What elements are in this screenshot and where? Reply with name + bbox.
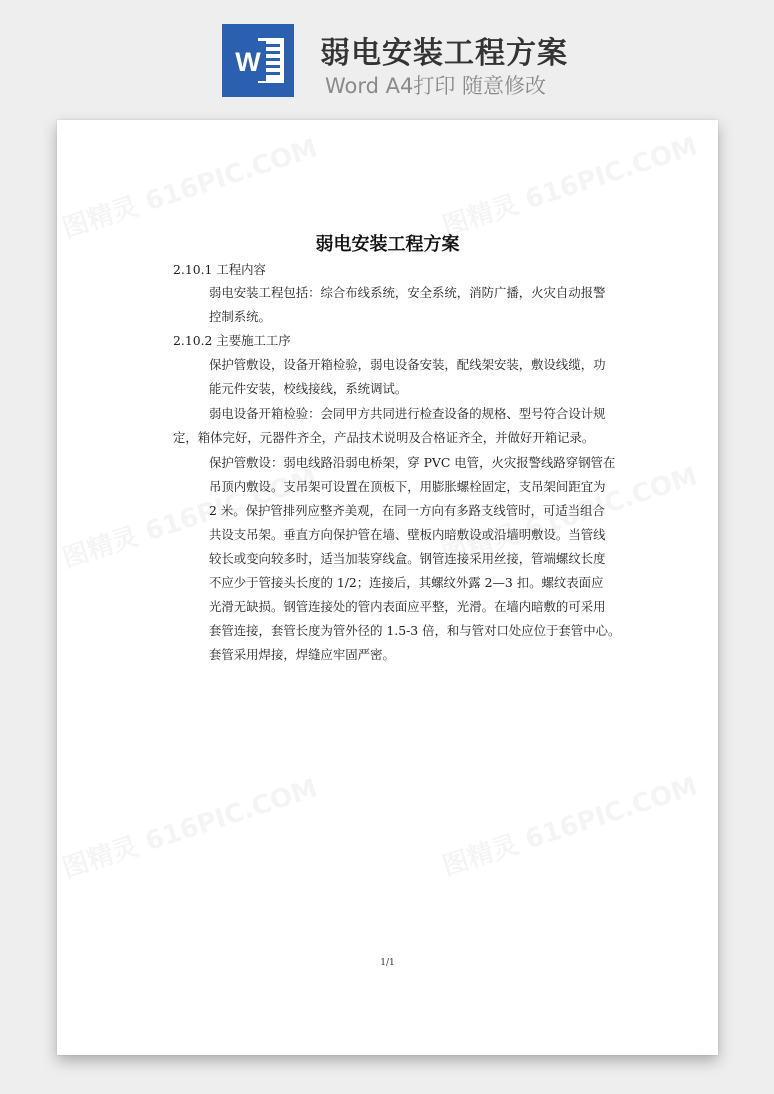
paragraph-line: 控制系统。 [209, 309, 271, 324]
paragraph-line: 弱电安装工程包括：综合布线系统，安全系统，消防广播，火灾自动报警 [209, 285, 606, 300]
paragraph-line: 共设支吊架。垂直方向保护管在墙、壁板内暗敷设或沿墙明敷设。当管线 [209, 527, 606, 542]
paragraph-line: 弱电设备开箱检验：会同甲方共同进行检查设备的规格、型号符合设计规 [209, 406, 606, 421]
paragraph-line: 保护管敷设：弱电线路沿弱电桥架，穿 PVC 电管，火灾报警线路穿钢管在 [209, 455, 616, 470]
header-subtitle: Word A4打印 随意修改 [325, 74, 547, 98]
preview-header [0, 0, 774, 115]
paragraph-line: 吊顶内敷设。支吊架可设置在顶板下，用膨胀螺栓固定，支吊架间距宜为 [209, 479, 606, 494]
word-icon [222, 24, 294, 97]
paragraph-line: 不应少于管接头长度的 1/2；连接后，其螺纹外露 2—3 扣。螺纹表面应 [209, 575, 604, 590]
paragraph-line: 光滑无缺损。钢管连接处的管内表面应平整，光滑。在墙内暗敷的可采用 [209, 599, 606, 614]
document-page [57, 120, 718, 1055]
paragraph-line: 定，箱体完好，元器件齐全，产品技术说明及合格证齐全，并做好开箱记录。 [173, 430, 595, 445]
watermark [437, 766, 701, 883]
document-title: 弱电安装工程方案 [315, 234, 460, 255]
header-title: 弱电安装工程方案 [320, 36, 568, 71]
paragraph-line: 套管连接，套管长度为管外径的 1.5-3 倍，和与管对口处应位于套管中心。 [209, 623, 621, 638]
paragraph-line: 保护管敷设，设备开箱检验，弱电设备安装，配线架安装，敷设线缆，功 [209, 357, 606, 372]
watermark [57, 768, 321, 885]
word-icon-letter: W [235, 47, 261, 77]
section-heading: 2.10.2 主要施工工序 [173, 333, 291, 348]
watermark [57, 128, 321, 245]
page-number: 1/1 [380, 958, 395, 968]
paragraph-line: 套管采用焊接，焊缝应牢固严密。 [209, 647, 395, 662]
paragraph-line: 较长或变向较多时，适当加装穿线盒。钢管连接采用丝接，管端螺纹长度 [209, 551, 606, 566]
watermark [437, 126, 701, 243]
paragraph-line: 2 米。保护管排列应整齐美观，在同一方向有多路支线管时，可适当组合 [209, 503, 605, 518]
section-heading: 2.10.1 工程内容 [173, 262, 266, 277]
paragraph-line: 能元件安装，校线接线，系统调试。 [209, 381, 408, 396]
